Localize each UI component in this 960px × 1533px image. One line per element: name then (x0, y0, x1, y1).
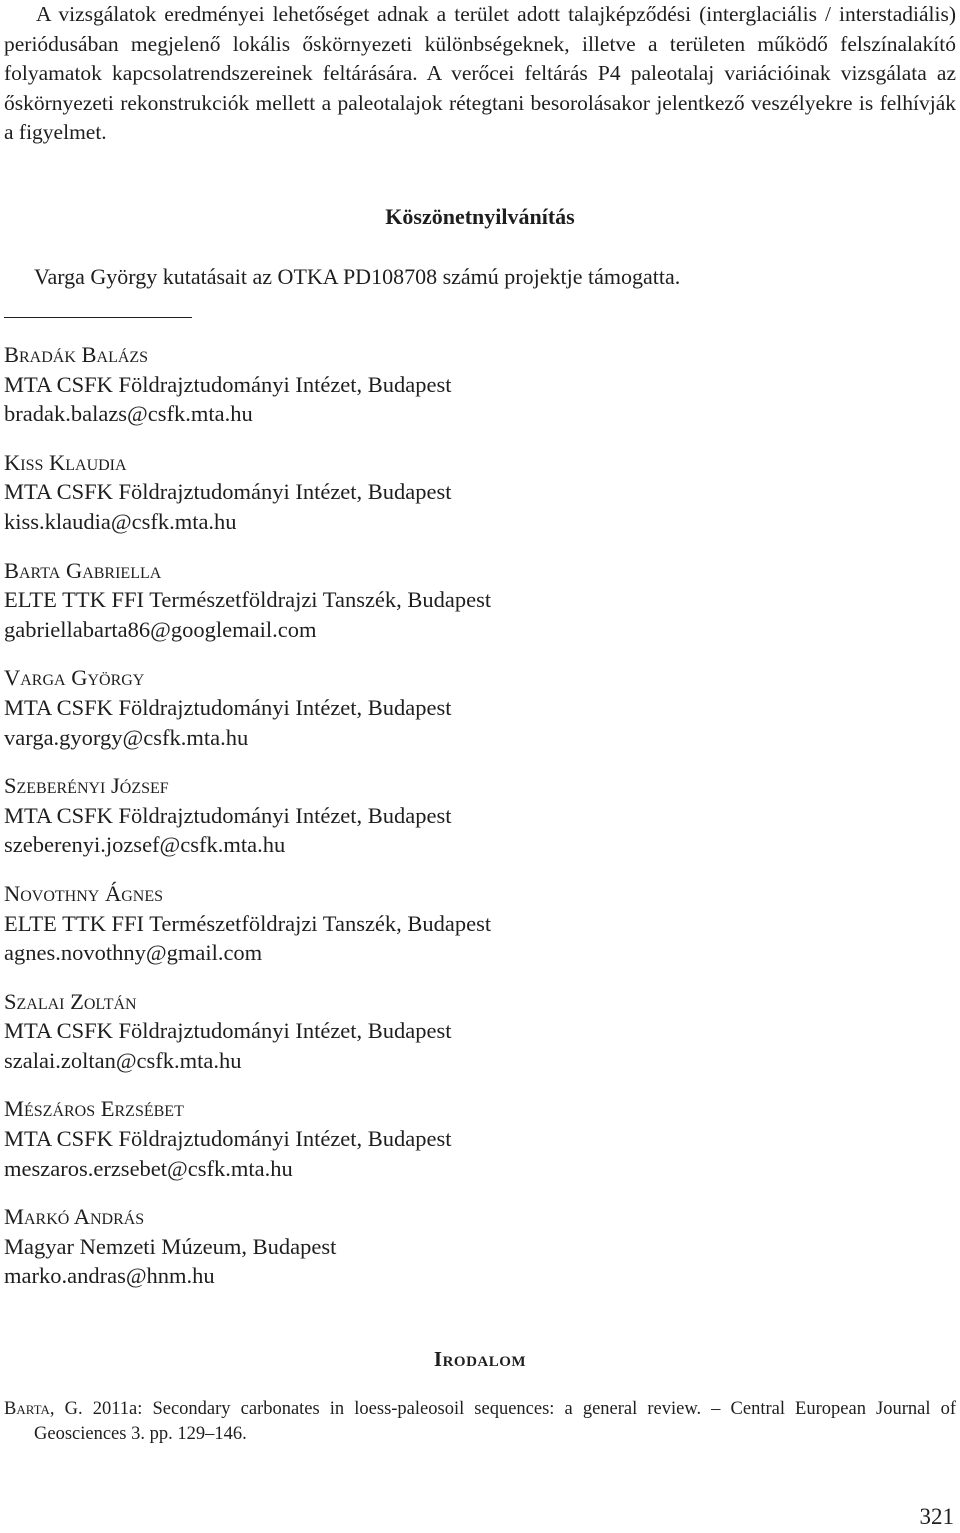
author-email[interactable]: varga.gyorgy@csfk.mta.hu (4, 724, 249, 750)
author-institution: Magyar Nemzeti Múzeum, Budapest (4, 1233, 337, 1259)
author-entry (4, 771, 944, 860)
author-entry (4, 663, 944, 752)
author-entry (4, 448, 944, 537)
author-name: Barta Gabriella (4, 557, 162, 583)
reference-text: , G. 2011a: Secondary carbonates in loess-paleosoil sequences: a general review. – Central European Journal of Geosciences 3. pp. 129–146. (34, 1399, 956, 1444)
intro-paragraph: A vizsgálatok eredményei lehetőséget adnak a terület adott talajképződési (interglaciális / interstadiális) periódusában megjelenő lokális őskörnyezeti különbségeknek, illetve a területen működő felszínalakító folyamatok kapcsolatrendszereinek feltárására. A verőcei feltárás P4 paleotalaj variációinak vizsgálata az őskörnyezeti rekonstrukciók mellett a paleotalajok rétegtani besorolásakor jelentkező veszélyekre is felhívják a figyelmet. (4, 2, 956, 145)
author-entry (4, 556, 944, 645)
author-institution: MTA CSFK Földrajztudományi Intézet, Budapest (4, 802, 452, 828)
author-name: Kiss Klaudia (4, 449, 127, 475)
author-name: Varga György (4, 665, 145, 691)
author-name: Novothny Ágnes (4, 880, 164, 906)
page-number: 321 (919, 1504, 954, 1529)
author-email[interactable]: meszaros.erzsebet@csfk.mta.hu (4, 1155, 293, 1181)
author-institution: MTA CSFK Földrajztudományi Intézet, Budapest (4, 371, 452, 397)
author-name: Szeberényi József (4, 773, 169, 799)
author-email[interactable]: agnes.novothny@gmail.com (4, 940, 263, 966)
reference-author: Barta (4, 1399, 50, 1419)
acknowledgement-title: Köszönetnyilvánítás (385, 204, 575, 229)
author-institution: ELTE TTK FFI Természetföldrajzi Tanszék, Budapest (4, 910, 492, 936)
footnote-divider (4, 317, 192, 318)
author-name: Mészáros Erzsébet (4, 1096, 184, 1122)
author-email[interactable]: gabriellabarta86@googlemail.com (4, 616, 317, 642)
author-email[interactable]: szeberenyi.jozsef@csfk.mta.hu (4, 832, 286, 858)
author-name: Bradák Balázs (4, 342, 149, 367)
author-entry (4, 879, 944, 968)
author-email[interactable]: bradak.balazs@csfk.mta.hu (4, 401, 253, 427)
author-institution: MTA CSFK Földrajztudományi Intézet, Budapest (4, 1018, 452, 1044)
reference-entry (4, 1397, 956, 1447)
acknowledgement-text: Varga György kutatásait az OTKA PD108708 számú projektje támogatta. (34, 264, 681, 289)
author-email[interactable]: kiss.klaudia@csfk.mta.hu (4, 508, 237, 534)
author-list (4, 340, 944, 1310)
author-entry (4, 1202, 944, 1291)
author-institution: ELTE TTK FFI Természetföldrajzi Tanszék, Budapest (4, 587, 492, 613)
author-name: Markó András (4, 1204, 145, 1230)
author-email[interactable]: marko.andras@hnm.hu (4, 1263, 215, 1289)
author-entry (4, 1094, 944, 1183)
author-institution: MTA CSFK Földrajztudományi Intézet, Budapest (4, 1126, 452, 1152)
author-institution: MTA CSFK Földrajztudományi Intézet, Budapest (4, 479, 452, 505)
author-institution: MTA CSFK Földrajztudományi Intézet, Budapest (4, 694, 452, 720)
references-title: Irodalom (433, 1347, 527, 1371)
author-entry (4, 987, 944, 1076)
author-entry (4, 340, 944, 429)
author-email[interactable]: szalai.zoltan@csfk.mta.hu (4, 1047, 242, 1073)
author-name: Szalai Zoltán (4, 988, 137, 1014)
